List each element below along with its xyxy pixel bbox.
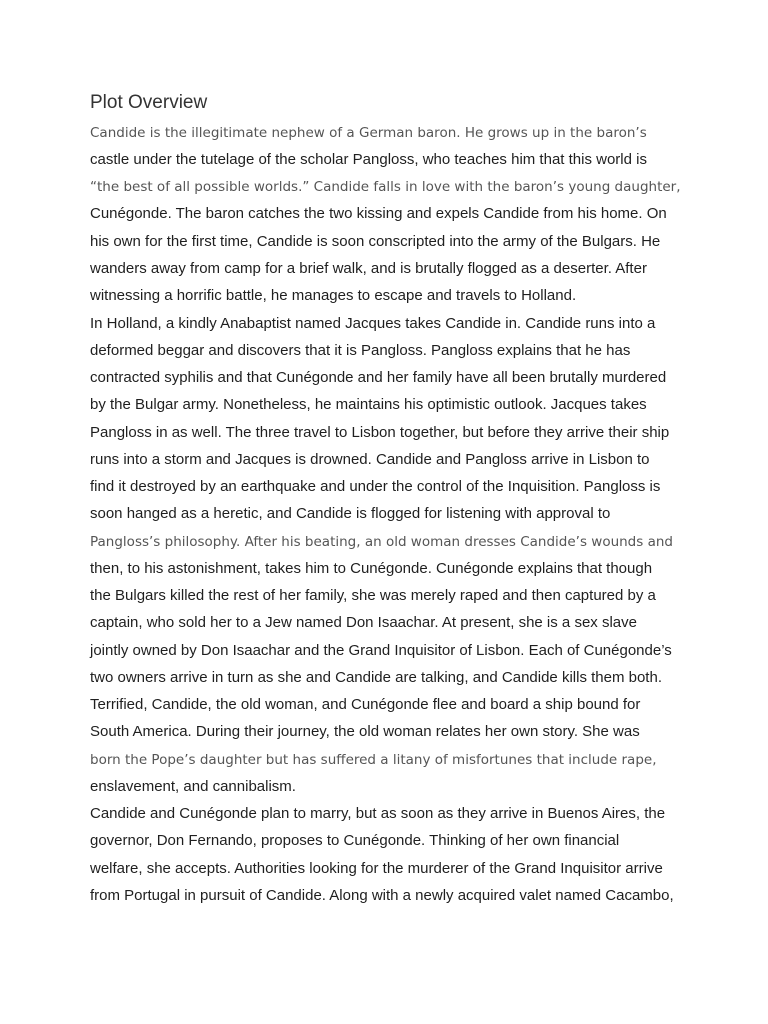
text-line: two owners arrive in turn as she and Candide are talking, and Candide kills them both. [90, 669, 662, 686]
text-line: Pangloss in as well. The three travel to Lisbon together, but before they arrive their ship [90, 424, 670, 441]
text-line: Candide and Cunégonde plan to marry, but as soon as they arrive in Buenos Aires, the [90, 805, 666, 822]
text-line: then, to his astonishment, takes him to Cunégonde. Cunégonde explains that though [90, 560, 653, 577]
text-line: welfare, she accepts. Authorities looking for the murderer of the Grand Inquisitor arrive [90, 860, 663, 877]
text-line: witnessing a horrific battle, he manages to escape and travels to Holland. [90, 287, 577, 304]
text-line: governor, Don Fernando, proposes to Cunégonde. Thinking of her own financial [90, 832, 620, 849]
text-line: the Bulgars killed the rest of her family, she was merely raped and then captured by a [90, 587, 656, 604]
text-line: find it destroyed by an earthquake and under the control of the Inquisition. Pangloss is [90, 478, 661, 495]
text-line: “the best of all possible worlds.” Candide falls in love with the baron’s young daughter, [90, 179, 681, 195]
text-line: Candide is the illegitimate nephew of a German baron. He grows up in the baron’s [90, 125, 647, 141]
text-line: Cunégonde. The baron catches the two kissing and expels Candide from his home. On [90, 205, 667, 222]
page-title: Plot Overview [90, 92, 208, 113]
text-line: deformed beggar and discovers that it is Pangloss. Pangloss explains that he has [90, 342, 631, 359]
text-line: his own for the first time, Candide is soon conscripted into the army of the Bulgars. He [90, 233, 661, 250]
text-line: runs into a storm and Jacques is drowned. Candide and Pangloss arrive in Lisbon to [90, 451, 650, 468]
text-line: from Portugal in pursuit of Candide. Along with a newly acquired valet named Cacambo, [90, 887, 674, 904]
text-line: In Holland, a kindly Anabaptist named Jacques takes Candide in. Candide runs into a [90, 315, 656, 332]
text-line: enslavement, and cannibalism. [90, 778, 296, 795]
text-line: wanders away from camp for a brief walk, and is brutally flogged as a deserter. After [90, 260, 647, 277]
text-line: South America. During their journey, the old woman relates her own story. She was [90, 723, 640, 740]
text-line: Terrified, Candide, the old woman, and Cunégonde flee and board a ship bound for [90, 696, 641, 713]
text-line: born the Pope’s daughter but has suffered a litany of misfortunes that include rape, [90, 752, 657, 768]
text-line: castle under the tutelage of the scholar Pangloss, who teaches him that this world is [90, 151, 647, 168]
text-line: soon hanged as a heretic, and Candide is flogged for listening with approval to [90, 505, 611, 522]
text-line: jointly owned by Don Isaachar and the Grand Inquisitor of Lisbon. Each of Cunégonde’s [90, 642, 672, 659]
text-line: contracted syphilis and that Cunégonde and her family have all been brutally murdered [90, 369, 667, 386]
text-line: captain, who sold her to a Jew named Don Isaachar. At present, she is a sex slave [90, 614, 637, 631]
text-line: by the Bulgar army. Nonetheless, he maintains his optimistic outlook. Jacques takes [90, 396, 647, 413]
text-line: Pangloss’s philosophy. After his beating, an old woman dresses Candide’s wounds and [90, 534, 673, 550]
